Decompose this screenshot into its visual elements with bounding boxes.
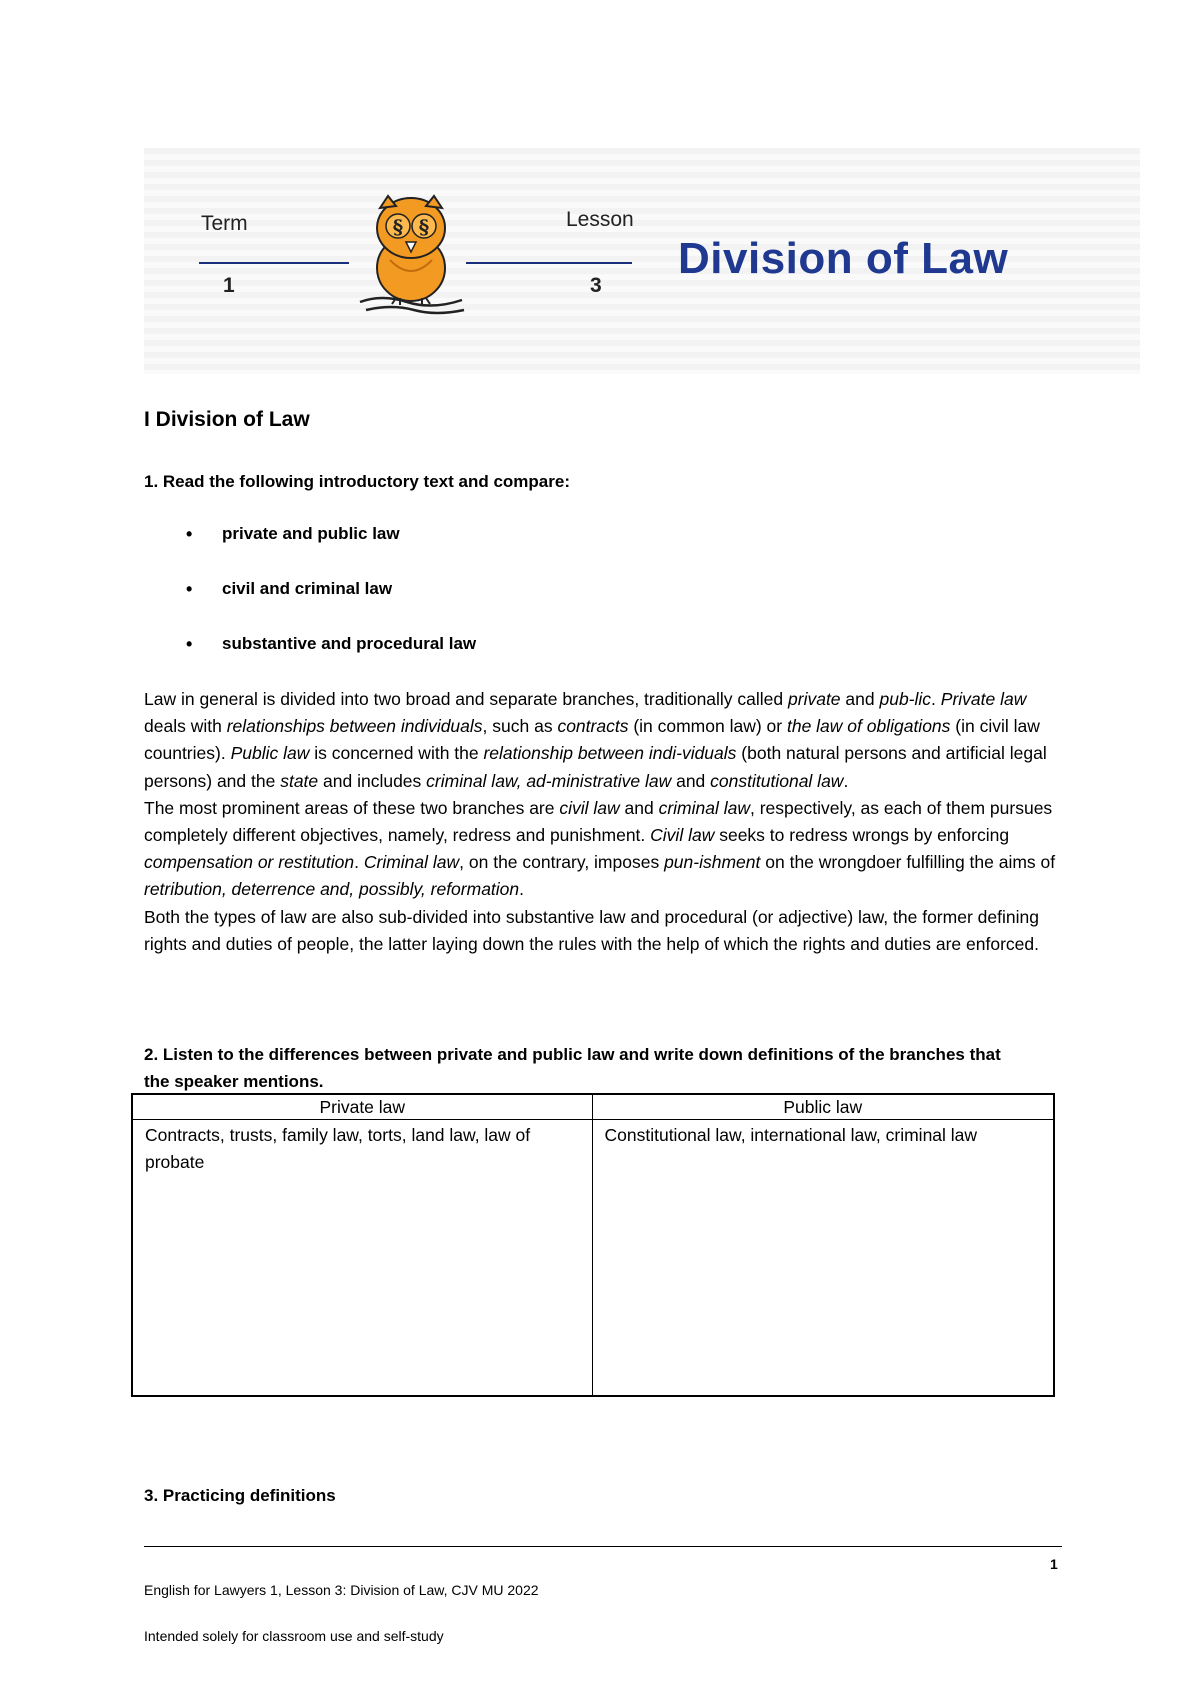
text-run: . — [354, 852, 364, 873]
passage-paragraph-2 — [144, 795, 1064, 904]
italic-term: Private law — [940, 689, 1027, 709]
owl-symbol-right: § — [418, 215, 430, 239]
lesson-label: Lesson — [566, 208, 634, 231]
text-run: and includes — [318, 770, 427, 791]
text-run: Both the types of law are also sub-divided into substantive law and procedural (or adjective) law, the former defining rights and duties of people, the latter laying down the rules with the help of which the rights and duties are enforced. — [144, 906, 1039, 954]
italic-term: retribution, deterrence and, possibly, reformation — [144, 879, 520, 900]
text-run: and — [840, 689, 880, 709]
term-rule — [199, 262, 349, 264]
text-run: deals with — [144, 716, 227, 737]
italic-term: constitutional law — [710, 770, 844, 791]
lesson-number: 3 — [590, 274, 602, 297]
page-number: 1 — [1050, 1556, 1058, 1572]
table-header-public: Public law — [592, 1094, 1054, 1120]
italic-term: criminal law, ad-ministrative law — [426, 770, 672, 791]
table-header-private: Private law — [132, 1094, 592, 1120]
list-item: • substantive and procedural law — [186, 632, 476, 687]
text-run: , respectively, as each of them pursues completely different objectives, namely, redress and punishment. — [144, 797, 1053, 846]
section-heading: I Division of Law — [144, 408, 310, 431]
italic-term: compensation or restitution — [144, 852, 355, 873]
text-run: , on the contrary, imposes — [459, 852, 665, 873]
owl-symbol-left: § — [392, 215, 404, 239]
banner-title: Division of Law — [678, 234, 1009, 283]
italic-term: state — [280, 770, 319, 791]
footer-course-line: English for Lawyers 1, Lesson 3: Division of Law, CJV MU 2022 — [144, 1582, 539, 1598]
text-run: on the wrongdoer fulfilling the aims of — [760, 852, 1056, 873]
intro-passage — [144, 686, 1064, 958]
owl-mascot-icon — [352, 190, 470, 320]
italic-term: Criminal law — [363, 852, 460, 873]
list-item: • civil and criminal law — [186, 577, 476, 632]
text-run: . — [843, 770, 849, 791]
list-item: • private and public law — [186, 522, 476, 577]
italic-term: pun-ishment — [664, 852, 761, 873]
text-run: and — [671, 770, 711, 791]
task1-instruction: 1. Read the following introductory text and compare: — [144, 472, 570, 491]
text-run: seeks to redress wrongs by enforcing — [714, 825, 1010, 846]
text-run: , such as — [482, 716, 558, 737]
footer-usage-line: Intended solely for classroom use and self-study — [144, 1628, 444, 1644]
italic-term: civil law — [559, 797, 620, 818]
table-cell-public[interactable]: Constitutional law, international law, criminal law — [592, 1120, 1054, 1396]
italic-term: relationship between indi-viduals — [483, 743, 737, 764]
task2-instruction: 2. Listen to the differences between private and public law and write down definitions of the branches that the speaker mentions. — [144, 1045, 1001, 1091]
passage-paragraph-3 — [144, 904, 1064, 958]
italic-term: private — [788, 689, 841, 709]
italic-term: contracts — [557, 716, 629, 737]
italic-term: Civil law — [650, 825, 715, 846]
term-number: 1 — [223, 274, 235, 297]
passage-paragraph-1 — [144, 686, 1064, 795]
italic-term: the law of obligations — [786, 716, 951, 737]
italic-term: criminal law — [658, 797, 750, 818]
definitions-table — [131, 1093, 1055, 1397]
text-run: (in civil law countries). — [144, 716, 1040, 764]
text-run: The most prominent areas of these two branches are — [144, 797, 560, 818]
italic-term: Public law — [230, 743, 310, 764]
text-run: Law in general is divided into two broad and separate branches, traditionally called — [144, 689, 789, 709]
footer-divider — [144, 1546, 1062, 1547]
italic-term: relationships between individuals — [226, 716, 483, 737]
table-cell-private[interactable]: Contracts, trusts, family law, torts, land law, law of probate — [132, 1120, 592, 1396]
comparison-list — [186, 522, 476, 687]
text-run: . — [931, 689, 941, 709]
text-run: and — [619, 797, 659, 818]
text-run: . — [519, 879, 525, 900]
text-run: (both natural persons and artificial legal persons) and the — [144, 743, 1047, 791]
task3-instruction: 3. Practicing definitions — [144, 1486, 336, 1505]
text-run: is concerned with the — [309, 743, 484, 764]
italic-term: pub-lic — [879, 689, 932, 709]
text-run: (in common law) or — [628, 716, 787, 737]
lesson-rule — [466, 262, 632, 264]
term-label: Term — [201, 212, 248, 235]
